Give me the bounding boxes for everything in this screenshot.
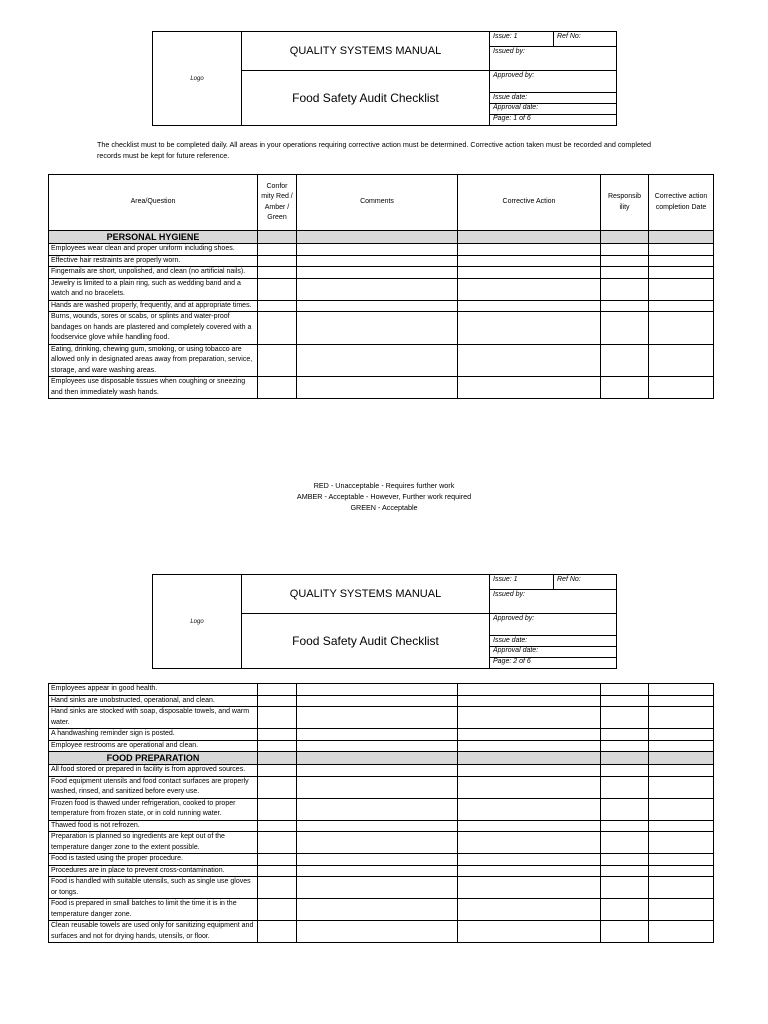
col-conformity: Confor mity Red / Amber / Green: [258, 175, 297, 231]
date-cell[interactable]: [649, 255, 714, 267]
comments-cell[interactable]: [297, 899, 458, 921]
comments-cell[interactable]: [297, 300, 458, 312]
rating-legend: [0, 480, 768, 513]
responsibility-cell[interactable]: [601, 300, 649, 312]
question: Food equipment utensils and food contact surfaces are properly washed, rinsed, and sanitized before every use.: [49, 776, 258, 798]
conformity-cell[interactable]: [258, 377, 297, 399]
page-number: Page: 2 of 6: [493, 658, 531, 665]
conformity-cell[interactable]: [258, 344, 297, 377]
comments-cell[interactable]: [297, 244, 458, 256]
question: Food is handled with suitable utensils, such as single use gloves or tongs.: [49, 877, 258, 899]
conformity-cell[interactable]: [258, 877, 297, 899]
logo-placeholder: Logo: [153, 575, 242, 669]
responsibility-cell[interactable]: [601, 899, 649, 921]
conformity-cell[interactable]: [258, 695, 297, 707]
table-row: [49, 300, 714, 312]
question: Employees wear clean and proper uniform including shoes.: [49, 244, 258, 256]
intro-text: The checklist must to be completed daily. All areas in your operations requiring corrective action must be determined. Corrective action taken must be recorded and completed records must be kept for future reference.: [97, 140, 651, 160]
question: Procedures are in place to prevent cross-contamination.: [49, 865, 258, 877]
responsibility-cell[interactable]: [601, 740, 649, 752]
doc-title: Food Safety Audit Checklist: [242, 71, 490, 126]
comments-cell[interactable]: [297, 820, 458, 832]
responsibility-cell[interactable]: [601, 684, 649, 696]
issued-by: Issued by:: [490, 47, 617, 71]
responsibility-cell[interactable]: [601, 921, 649, 943]
ref-number: Ref No:: [554, 32, 617, 47]
conformity-cell[interactable]: [258, 854, 297, 866]
manual-title: QUALITY SYSTEMS MANUAL: [242, 575, 490, 614]
question: Burns, wounds, sores or scabs, or splints and water-proof bandages on hands are plastered and completely covered with a foodservice glove while handling food.: [49, 312, 258, 345]
question: Eating, drinking, chewing gum, smoking, or using tobacco are allowed only in designated areas away from preparation, service, storage, and ware washing areas.: [49, 344, 258, 377]
legend-red: RED - Unacceptable - Requires further work: [313, 481, 455, 490]
document-header-page-2: [152, 574, 617, 669]
comments-cell[interactable]: [297, 854, 458, 866]
comments-cell[interactable]: [297, 832, 458, 854]
date-cell[interactable]: [649, 798, 714, 820]
corrective-cell[interactable]: [458, 695, 601, 707]
table-row: [49, 278, 714, 300]
date-cell[interactable]: [649, 377, 714, 399]
comments-cell[interactable]: [297, 377, 458, 399]
table-row: [49, 832, 714, 854]
section-row: [49, 752, 714, 765]
issue-number: Issue: 1: [490, 32, 554, 47]
table-row: [49, 820, 714, 832]
corrective-cell[interactable]: [458, 798, 601, 820]
corrective-cell[interactable]: [458, 300, 601, 312]
question: Fingernails are short, unpolished, and clean (no artificial nails).: [49, 267, 258, 279]
question: Preparation is planned so ingredients are kept out of the temperature danger zone to the extent possible.: [49, 832, 258, 854]
date-cell[interactable]: [649, 729, 714, 741]
date-cell[interactable]: [649, 854, 714, 866]
question: All food stored or prepared in facility is from approved sources.: [49, 765, 258, 777]
comments-cell[interactable]: [297, 344, 458, 377]
responsibility-cell[interactable]: [601, 776, 649, 798]
question: A handwashing reminder sign is posted.: [49, 729, 258, 741]
conformity-cell[interactable]: [258, 899, 297, 921]
corrective-cell[interactable]: [458, 740, 601, 752]
conformity-cell[interactable]: [258, 684, 297, 696]
table-row: [49, 267, 714, 279]
corrective-cell[interactable]: [458, 267, 601, 279]
table-header-row: [49, 175, 714, 231]
comments-cell[interactable]: [297, 865, 458, 877]
col-completion-date: Corrective action completion Date: [649, 175, 714, 231]
conformity-cell[interactable]: [258, 244, 297, 256]
conformity-cell[interactable]: [258, 267, 297, 279]
date-cell[interactable]: [649, 740, 714, 752]
table-row: [49, 776, 714, 798]
responsibility-cell[interactable]: [601, 278, 649, 300]
responsibility-cell[interactable]: [601, 820, 649, 832]
conformity-cell[interactable]: [258, 765, 297, 777]
table-row: [49, 255, 714, 267]
responsibility-cell[interactable]: [601, 267, 649, 279]
issue-date: Issue date:: [490, 93, 617, 104]
legend-green: GREEN - Acceptable: [350, 503, 418, 512]
issue-number: Issue: 1: [490, 575, 554, 590]
document-header-page-1: [152, 31, 617, 126]
table-row: [49, 798, 714, 820]
comments-cell[interactable]: [297, 255, 458, 267]
corrective-cell[interactable]: [458, 684, 601, 696]
table-row: [49, 377, 714, 399]
corrective-cell[interactable]: [458, 244, 601, 256]
approved-by: Approved by:: [490, 71, 617, 93]
responsibility-cell[interactable]: [601, 377, 649, 399]
col-corrective-action: Corrective Action: [458, 175, 601, 231]
date-cell[interactable]: [649, 820, 714, 832]
table-row: [49, 765, 714, 777]
doc-title: Food Safety Audit Checklist: [242, 614, 490, 669]
logo-placeholder: Logo: [153, 32, 242, 126]
comments-cell[interactable]: [297, 921, 458, 943]
legend-amber: AMBER - Acceptable - However, Further work required: [296, 492, 472, 501]
section-name: PERSONAL HYGIENE: [49, 231, 258, 244]
responsibility-cell[interactable]: [601, 695, 649, 707]
date-cell[interactable]: [649, 776, 714, 798]
question: Hand sinks are unobstructed, operational, and clean.: [49, 695, 258, 707]
corrective-cell[interactable]: [458, 255, 601, 267]
conformity-cell[interactable]: [258, 832, 297, 854]
corrective-cell[interactable]: [458, 278, 601, 300]
comments-cell[interactable]: [297, 695, 458, 707]
col-responsibility: Responsib ility: [601, 175, 649, 231]
col-area: Area/Question: [49, 175, 258, 231]
table-row: [49, 684, 714, 696]
comments-cell[interactable]: [297, 278, 458, 300]
comments-cell[interactable]: [297, 729, 458, 741]
question: Employee restrooms are operational and clean.: [49, 740, 258, 752]
comments-cell[interactable]: [297, 312, 458, 345]
table-row: [49, 899, 714, 921]
conformity-cell[interactable]: [258, 729, 297, 741]
question: Clean reusable towels are used only for sanitizing equipment and surfaces and not for drying hands, utensils, or floor.: [49, 921, 258, 943]
table-row: [49, 877, 714, 899]
conformity-cell[interactable]: [258, 312, 297, 345]
date-cell[interactable]: [649, 267, 714, 279]
approval-date: Approval date:: [490, 647, 616, 658]
responsibility-cell[interactable]: [601, 832, 649, 854]
responsibility-cell[interactable]: [601, 765, 649, 777]
comments-cell[interactable]: [297, 707, 458, 729]
date-cell[interactable]: [649, 865, 714, 877]
corrective-cell[interactable]: [458, 729, 601, 741]
date-cell[interactable]: [649, 832, 714, 854]
responsibility-cell[interactable]: [601, 244, 649, 256]
table-row: [49, 854, 714, 866]
table-row: [49, 344, 714, 377]
question: Food is tasted using the proper procedure.: [49, 854, 258, 866]
corrective-cell[interactable]: [458, 344, 601, 377]
date-cell[interactable]: [649, 684, 714, 696]
corrective-cell[interactable]: [458, 921, 601, 943]
conformity-cell[interactable]: [258, 707, 297, 729]
conformity-cell[interactable]: [258, 776, 297, 798]
date-cell[interactable]: [649, 312, 714, 345]
table-row: [49, 740, 714, 752]
date-cell[interactable]: [649, 707, 714, 729]
comments-cell[interactable]: [297, 877, 458, 899]
corrective-cell[interactable]: [458, 776, 601, 798]
date-cell[interactable]: [649, 765, 714, 777]
date-cell[interactable]: [649, 695, 714, 707]
responsibility-cell[interactable]: [601, 312, 649, 345]
issue-date: Issue date:: [490, 636, 617, 647]
corrective-cell[interactable]: [458, 765, 601, 777]
col-comments: Comments: [297, 175, 458, 231]
responsibility-cell[interactable]: [601, 798, 649, 820]
corrective-cell[interactable]: [458, 820, 601, 832]
checklist-table-page-1: [48, 174, 714, 399]
conformity-cell[interactable]: [258, 255, 297, 267]
responsibility-cell[interactable]: [601, 729, 649, 741]
question: Jewelry is limited to a plain ring, such as wedding band and a watch and no bracelets.: [49, 278, 258, 300]
conformity-cell[interactable]: [258, 820, 297, 832]
comments-cell[interactable]: [297, 798, 458, 820]
manual-title: QUALITY SYSTEMS MANUAL: [242, 32, 490, 71]
table-row: [49, 729, 714, 741]
table-row: [49, 244, 714, 256]
conformity-cell[interactable]: [258, 300, 297, 312]
comments-cell[interactable]: [297, 740, 458, 752]
comments-cell[interactable]: [297, 267, 458, 279]
date-cell[interactable]: [649, 344, 714, 377]
question: Employees appear in good health.: [49, 684, 258, 696]
corrective-cell[interactable]: [458, 854, 601, 866]
table-row: [49, 312, 714, 345]
ref-number: Ref No:: [554, 575, 617, 590]
date-cell[interactable]: [649, 278, 714, 300]
question: Hands are washed properly, frequently, and at appropriate times.: [49, 300, 258, 312]
question: Hand sinks are stocked with soap, disposable towels, and warm water.: [49, 707, 258, 729]
comments-cell[interactable]: [297, 765, 458, 777]
corrective-cell[interactable]: [458, 707, 601, 729]
comments-cell[interactable]: [297, 684, 458, 696]
conformity-cell[interactable]: [258, 865, 297, 877]
date-cell[interactable]: [649, 877, 714, 899]
table-row: [49, 695, 714, 707]
table-row: [49, 865, 714, 877]
corrective-cell[interactable]: [458, 899, 601, 921]
corrective-cell[interactable]: [458, 877, 601, 899]
date-cell[interactable]: [649, 921, 714, 943]
approval-page-cell: [490, 104, 617, 126]
page-number: Page: 1 of 6: [493, 115, 531, 122]
approved-by: Approved by:: [490, 614, 617, 636]
conformity-cell[interactable]: [258, 740, 297, 752]
date-cell[interactable]: [649, 899, 714, 921]
issued-by: Issued by:: [490, 590, 617, 614]
responsibility-cell[interactable]: [601, 707, 649, 729]
corrective-cell[interactable]: [458, 865, 601, 877]
responsibility-cell[interactable]: [601, 865, 649, 877]
table-row: [49, 707, 714, 729]
question: Food is prepared in small batches to limit the time it is in the temperature danger zone.: [49, 899, 258, 921]
comments-cell[interactable]: [297, 776, 458, 798]
conformity-cell[interactable]: [258, 921, 297, 943]
section-row: [49, 231, 714, 244]
question: Thawed food is not refrozen.: [49, 820, 258, 832]
corrective-cell[interactable]: [458, 832, 601, 854]
responsibility-cell[interactable]: [601, 255, 649, 267]
corrective-cell[interactable]: [458, 377, 601, 399]
responsibility-cell[interactable]: [601, 877, 649, 899]
question: Employees use disposable tissues when coughing or sneezing and then immediately wash hands.: [49, 377, 258, 399]
corrective-cell[interactable]: [458, 312, 601, 345]
date-cell[interactable]: [649, 300, 714, 312]
section-name: FOOD PREPARATION: [49, 752, 258, 765]
question: Frozen food is thawed under refrigeration, cooked to proper temperature from frozen state, or in cold running water.: [49, 798, 258, 820]
responsibility-cell[interactable]: [601, 854, 649, 866]
responsibility-cell[interactable]: [601, 344, 649, 377]
table-row: [49, 921, 714, 943]
approval-date: Approval date:: [490, 104, 616, 115]
checklist-table-page-2: [48, 683, 714, 943]
approval-page-cell: [490, 647, 617, 669]
conformity-cell[interactable]: [258, 278, 297, 300]
conformity-cell[interactable]: [258, 798, 297, 820]
date-cell[interactable]: [649, 244, 714, 256]
question: Effective hair restraints are properly worn.: [49, 255, 258, 267]
